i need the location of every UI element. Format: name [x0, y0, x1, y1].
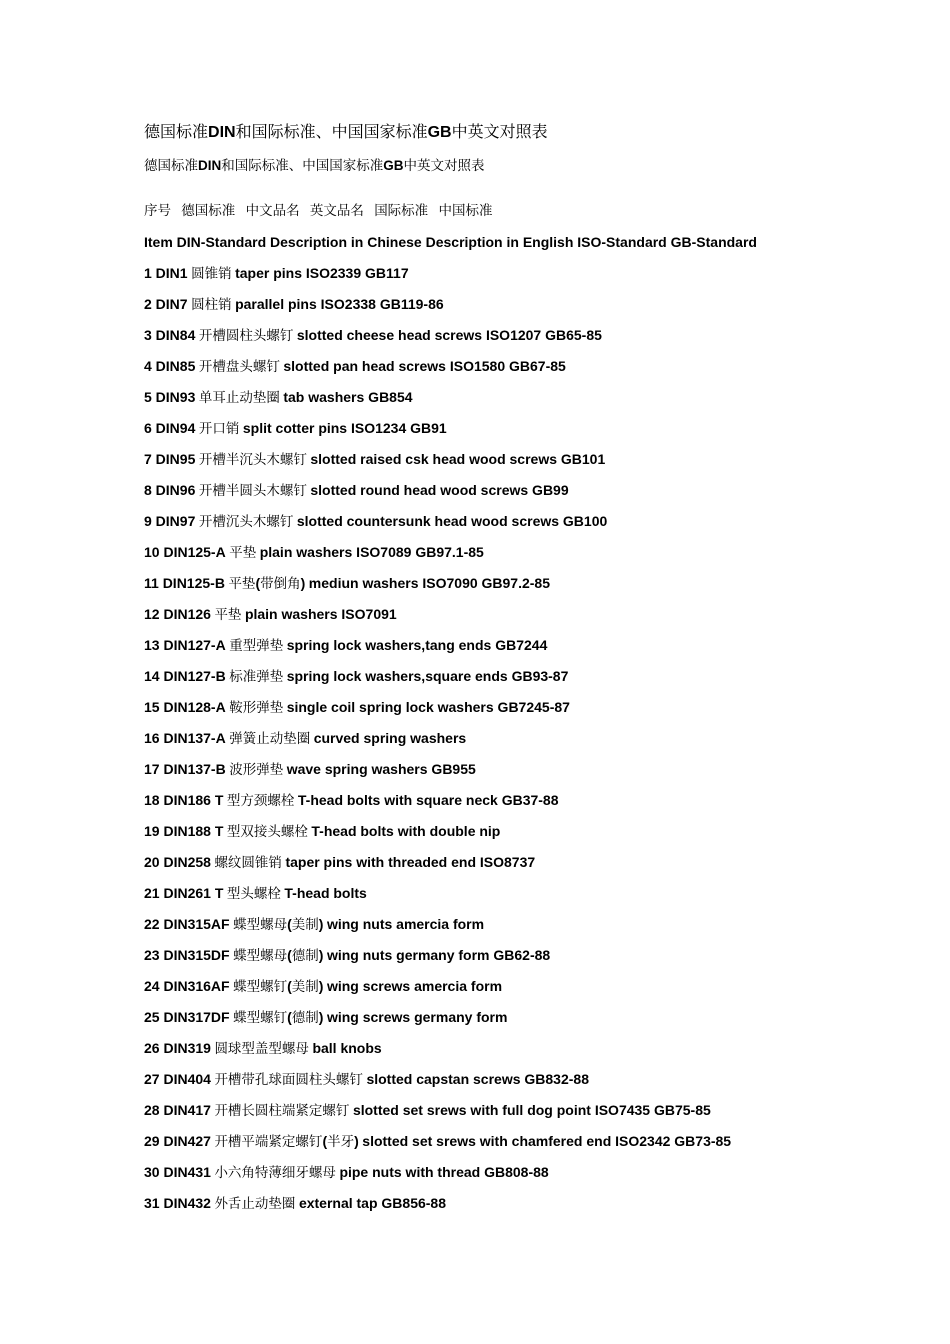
list-item: [144, 413, 924, 444]
paren: (: [287, 947, 292, 963]
chinese-name: 螺纹圆锥销: [214, 855, 282, 871]
chinese-name: 平垫: [214, 607, 242, 623]
din-number: 9 DIN97: [144, 513, 196, 529]
chinese-name: 单耳止动垫圈: [198, 390, 280, 406]
din-number: 17 DIN137-B: [144, 761, 226, 777]
list-item: [144, 971, 924, 1002]
list-item: [144, 692, 924, 723]
english-description: single coil spring lock washers GB7245-87: [286, 699, 570, 715]
document-page: [144, 118, 924, 1219]
din-number: 8 DIN96: [144, 482, 196, 498]
english-description: wing screws germany form: [326, 1009, 508, 1025]
paren: (: [287, 916, 292, 932]
english-description: slotted capstan screws GB832-88: [366, 1071, 589, 1087]
chinese-name-note: 德制: [291, 1010, 319, 1026]
english-description: curved spring washers: [313, 730, 467, 746]
din-number: 31 DIN432: [144, 1195, 211, 1211]
chinese-name: 型双接头螺栓: [226, 824, 308, 840]
din-number: 28 DIN417: [144, 1102, 211, 1118]
english-description: slotted raised csk head wood screws GB101: [310, 451, 606, 467]
header-iso: 国际标准: [374, 203, 429, 219]
din-number: 22 DIN315AF: [144, 916, 230, 932]
chinese-name-note: 美制: [291, 917, 319, 933]
title-text: 德国标准: [144, 122, 209, 141]
standards-list: [144, 258, 924, 1219]
din-number: 13 DIN127-A: [144, 637, 226, 653]
list-item: [144, 599, 924, 630]
list-item: [144, 1095, 924, 1126]
subtitle-text: 中英文对照表: [403, 158, 485, 174]
din-number: 29 DIN427: [144, 1133, 211, 1149]
english-description: T-head bolts with double nip: [311, 823, 501, 839]
din-number: 2 DIN7: [144, 296, 188, 312]
din-number: 6 DIN94: [144, 420, 196, 436]
paren: (: [322, 1133, 328, 1149]
english-description: spring lock washers,square ends GB93-87: [286, 668, 569, 684]
header-item: 序号: [144, 203, 171, 219]
english-description: split cotter pins ISO1234 GB91: [242, 420, 447, 436]
din-number: 30 DIN431: [144, 1164, 211, 1180]
chinese-name-note: 带倒角: [260, 576, 301, 592]
list-item: [144, 754, 924, 785]
paren: ): [300, 575, 306, 591]
list-item: [144, 1157, 924, 1188]
english-description: slotted cheese head screws ISO1207 GB65-85: [296, 327, 602, 343]
paren: (: [287, 1009, 292, 1025]
din-number: 15 DIN128-A: [144, 699, 226, 715]
chinese-name: 平垫: [228, 576, 256, 592]
chinese-name: 蝶型螺母: [233, 948, 288, 964]
english-description: slotted set srews with full dog point ISO7435 GB75-85: [352, 1102, 711, 1118]
list-item: [144, 351, 924, 382]
list-item: [144, 382, 924, 413]
chinese-name: 圆锥销: [191, 266, 232, 282]
subtitle-text: 德国标准: [144, 158, 198, 174]
list-item: [144, 320, 924, 351]
title-din: DIN: [208, 124, 236, 141]
header-gb: 中国标准: [438, 203, 493, 219]
english-description: parallel pins ISO2338 GB119-86: [235, 296, 444, 312]
din-number: 16 DIN137-A: [144, 730, 226, 746]
din-number: 19 DIN188 T: [144, 823, 224, 839]
chinese-name-note: 德制: [291, 948, 319, 964]
english-description: taper pins ISO2339 GB117: [235, 265, 409, 281]
paren: ): [318, 978, 324, 994]
din-number: 1 DIN1: [144, 265, 188, 281]
chinese-name-note: 美制: [291, 979, 319, 995]
din-number: 5 DIN93: [144, 389, 196, 405]
english-description: mediun washers ISO7090 GB97.2-85: [308, 575, 551, 591]
list-item: [144, 1064, 924, 1095]
din-number: 20 DIN258: [144, 854, 211, 870]
paren: ): [318, 1009, 324, 1025]
din-number: 11 DIN125-B: [144, 575, 225, 591]
chinese-name: 重型弹垫: [229, 638, 284, 654]
list-item: [144, 1126, 924, 1157]
list-item: [144, 444, 924, 475]
english-description: ball knobs: [312, 1040, 382, 1056]
english-description: pipe nuts with thread GB808-88: [339, 1164, 549, 1180]
chinese-name: 开槽长圆柱端紧定螺钉: [214, 1103, 350, 1119]
header-desc-zh: 中文品名: [245, 203, 300, 219]
list-item: [144, 785, 924, 816]
list-item: [144, 940, 924, 971]
list-item: [144, 661, 924, 692]
title-text: 和国际标准、中国国家标准: [235, 122, 428, 141]
paren: ): [318, 947, 324, 963]
list-item: [144, 475, 924, 506]
list-item: [144, 1188, 924, 1219]
english-description: slotted round head wood screws GB99: [310, 482, 569, 498]
subtitle-din: DIN: [198, 158, 222, 173]
english-description: T-head bolts: [284, 885, 367, 901]
chinese-name: 平垫: [229, 545, 257, 561]
list-item: [144, 537, 924, 568]
din-number: 14 DIN127-B: [144, 668, 226, 684]
din-number: 7 DIN95: [144, 451, 196, 467]
din-number: 21 DIN261 T: [144, 885, 224, 901]
chinese-name: 开槽半圆头木螺钉: [198, 483, 307, 499]
english-description: external tap GB856-88: [298, 1195, 447, 1211]
english-description: plain washers ISO7089 GB97.1-85: [259, 544, 484, 560]
chinese-name: 开槽圆柱头螺钉: [198, 328, 294, 344]
chinese-name: 型头螺栓: [226, 886, 281, 902]
header-desc-en: 英文品名: [309, 203, 364, 219]
chinese-name: 外舌止动垫圈: [214, 1196, 296, 1212]
subtitle-gb: GB: [383, 158, 404, 173]
list-item: [144, 289, 924, 320]
paren: (: [287, 978, 292, 994]
list-item: [144, 1002, 924, 1033]
din-number: 27 DIN404: [144, 1071, 211, 1087]
document-title: [144, 118, 924, 146]
chinese-name: 开槽带孔球面圆柱头螺钉: [214, 1072, 363, 1088]
paren: ): [318, 916, 324, 932]
din-number: 10 DIN125-A: [144, 544, 226, 560]
list-item: [144, 847, 924, 878]
english-description: tab washers GB854: [283, 389, 413, 405]
english-description: wing nuts germany form GB62-88: [326, 947, 551, 963]
chinese-name: 蝶型螺钉: [233, 979, 288, 995]
header-din: 德国标准: [181, 203, 236, 219]
subtitle-text: 和国际标准、中国国家标准: [221, 158, 384, 174]
chinese-name: 开槽平端紧定螺钉: [214, 1134, 323, 1150]
chinese-name: 型方颈螺栓: [226, 793, 295, 809]
chinese-name: 蝶型螺钉: [233, 1010, 288, 1026]
paren: ): [354, 1133, 359, 1149]
din-number: 26 DIN319: [144, 1040, 211, 1056]
chinese-name: 开槽沉头木螺钉: [198, 514, 294, 530]
chinese-name: 开槽半沉头木螺钉: [198, 452, 307, 468]
english-description: wing screws amercia form: [326, 978, 503, 994]
chinese-name: 开槽盘头螺钉: [198, 359, 280, 375]
chinese-name: 标准弹垫: [229, 669, 284, 685]
column-header-chinese: [144, 196, 924, 227]
chinese-name: 开口销: [198, 421, 240, 437]
din-number: 25 DIN317DF: [144, 1009, 230, 1025]
list-item: [144, 506, 924, 537]
list-item: [144, 723, 924, 754]
english-description: slotted set srews with chamfered end ISO2342 GB73-85: [362, 1133, 732, 1149]
english-description: slotted countersunk head wood screws GB100: [296, 513, 608, 529]
list-item: [144, 630, 924, 661]
chinese-name: 圆柱销: [191, 297, 232, 313]
title-text: 中英文对照表: [451, 122, 548, 141]
list-item: [144, 568, 924, 599]
din-number: 4 DIN85: [144, 358, 196, 374]
list-item: [144, 909, 924, 940]
english-description: spring lock washers,tang ends GB7244: [286, 637, 548, 653]
chinese-name: 小六角特薄细牙螺母: [214, 1165, 336, 1181]
list-item: [144, 816, 924, 847]
list-item: [144, 258, 924, 289]
document-subtitle: [144, 154, 924, 178]
chinese-name-note: 半牙: [327, 1134, 355, 1150]
english-description: T-head bolts with square neck GB37-88: [297, 792, 559, 808]
chinese-name: 波形弹垫: [229, 762, 284, 778]
english-description: wave spring washers GB955: [286, 761, 476, 777]
title-gb: GB: [427, 124, 452, 141]
paren: (: [255, 575, 261, 591]
chinese-name: 鞍形弹垫: [229, 700, 284, 716]
chinese-name: 圆球型盖型螺母: [214, 1041, 309, 1057]
chinese-name: 弹簧止动垫圈: [229, 731, 311, 747]
english-description: taper pins with threaded end ISO8737: [285, 854, 536, 870]
list-item: [144, 878, 924, 909]
english-description: slotted pan head screws ISO1580 GB67-85: [283, 358, 566, 374]
english-description: plain washers ISO7091: [244, 606, 397, 622]
column-header-english: Item DIN-Standard Description in Chinese Description in English ISO-Standard GB-Standard: [144, 234, 757, 250]
din-number: 23 DIN315DF: [144, 947, 230, 963]
din-number: 18 DIN186 T: [144, 792, 224, 808]
din-number: 12 DIN126: [144, 606, 211, 622]
din-number: 24 DIN316AF: [144, 978, 230, 994]
chinese-name: 蝶型螺母: [233, 917, 288, 933]
list-item: [144, 1033, 924, 1064]
english-description: wing nuts amercia form: [326, 916, 485, 932]
din-number: 3 DIN84: [144, 327, 196, 343]
